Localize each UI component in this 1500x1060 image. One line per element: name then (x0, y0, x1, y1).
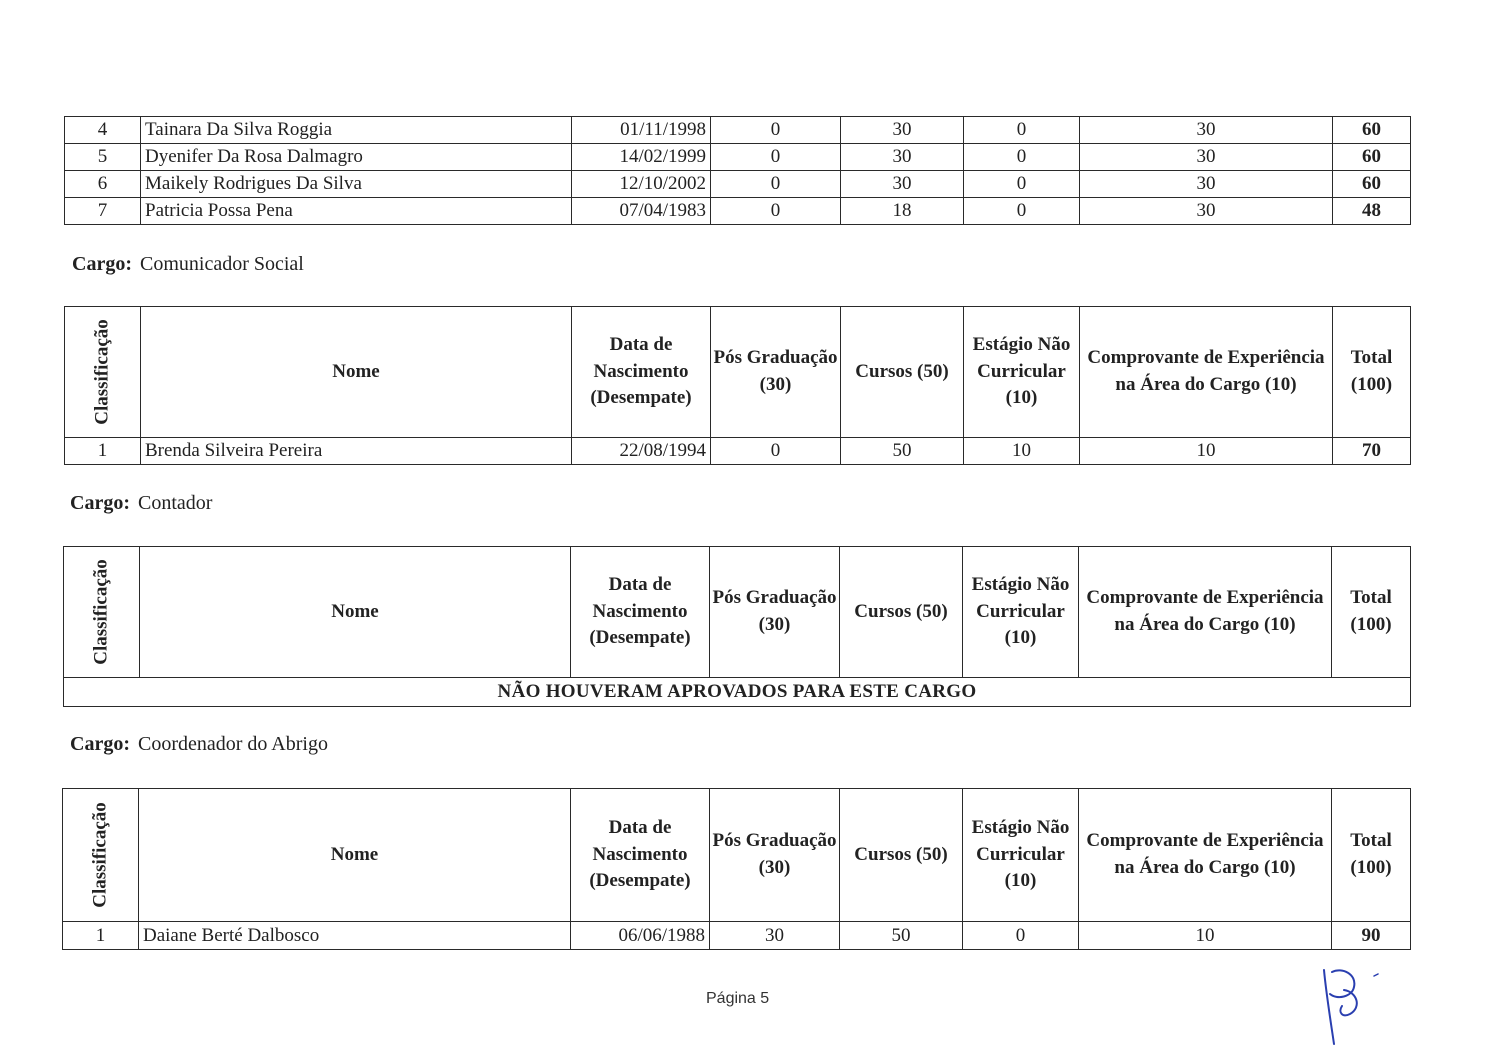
cursos-cell: 30 (841, 171, 964, 198)
data-nascimento-cell: 07/04/1983 (572, 198, 711, 225)
signature-initials (1312, 962, 1392, 1052)
cargo-heading (70, 733, 328, 756)
estagio-cell: 10 (964, 438, 1080, 465)
data-nascimento-cell: 22/08/1994 (572, 438, 711, 465)
estagio-cell: 0 (963, 922, 1079, 950)
column-header-cursos: Cursos (50) (841, 307, 964, 438)
classificacao-cell: 6 (65, 171, 141, 198)
pos-graduacao-cell: 30 (710, 922, 840, 950)
table-row (65, 198, 1411, 225)
estagio-cell: 0 (964, 198, 1080, 225)
total-cell: 48 (1333, 198, 1411, 225)
cargo-heading (70, 492, 212, 515)
column-header-pos-graduacao: Pós Graduação (30) (710, 789, 840, 922)
cursos-cell: 30 (841, 144, 964, 171)
cargo-heading (72, 253, 304, 276)
cursos-cell: 30 (841, 117, 964, 144)
classificacao-header-text: Classificação (91, 319, 113, 425)
column-header-cursos: Cursos (50) (840, 547, 963, 678)
nome-cell: Patricia Possa Pena (141, 198, 572, 225)
no-approved-row (64, 678, 1411, 707)
cursos-cell: 50 (840, 922, 963, 950)
table-row (65, 171, 1411, 198)
results-table-coordenador-do-abrigo (62, 788, 1411, 950)
classificacao-cell: 1 (65, 438, 141, 465)
column-header-comprovante: Comprovante de Experiência na Área do Cargo (10) (1079, 789, 1332, 922)
comprovante-cell: 10 (1080, 438, 1333, 465)
table-row (65, 144, 1411, 171)
pos-graduacao-cell: 0 (711, 171, 841, 198)
cursos-cell: 18 (841, 198, 964, 225)
pos-graduacao-cell: 0 (711, 438, 841, 465)
header-row (64, 547, 1411, 678)
nome-cell: Daiane Berté Dalbosco (139, 922, 571, 950)
cargo-label: Cargo: (70, 492, 130, 514)
header-row (65, 307, 1411, 438)
column-header-classificacao (63, 789, 139, 922)
column-header-total: Total (100) (1332, 789, 1411, 922)
cargo-title: Comunicador Social (139, 253, 304, 275)
header-row (63, 789, 1411, 922)
classificacao-cell: 7 (65, 198, 141, 225)
column-header-classificacao (65, 307, 141, 438)
column-header-pos-graduacao: Pós Graduação (30) (710, 547, 840, 678)
cargo-title: Contador (137, 492, 213, 514)
data-nascimento-cell: 06/06/1988 (571, 922, 710, 950)
results-table-contador (63, 546, 1411, 707)
cargo-label: Cargo: (72, 253, 132, 275)
column-header-pos-graduacao: Pós Graduação (30) (711, 307, 841, 438)
comprovante-cell: 30 (1080, 171, 1333, 198)
total-cell: 60 (1333, 144, 1411, 171)
estagio-cell: 0 (964, 144, 1080, 171)
comprovante-cell: 30 (1080, 117, 1333, 144)
column-header-estagio: Estágio Não Curricular (10) (963, 547, 1079, 678)
comprovante-cell: 30 (1080, 198, 1333, 225)
total-cell: 90 (1332, 922, 1411, 950)
nome-cell: Brenda Silveira Pereira (141, 438, 572, 465)
pos-graduacao-cell: 0 (711, 144, 841, 171)
table-row (65, 117, 1411, 144)
total-cell: 60 (1333, 117, 1411, 144)
column-header-comprovante: Comprovante de Experiência na Área do Cargo (10) (1079, 547, 1332, 678)
column-header-data-nascimento: Data de Nascimento (Desempate) (572, 307, 711, 438)
table-row (65, 438, 1411, 465)
column-header-cursos: Cursos (50) (840, 789, 963, 922)
classificacao-header-text: Classificação (89, 802, 111, 908)
page-number: Página 5 (706, 990, 770, 1007)
estagio-cell: 0 (964, 117, 1080, 144)
column-header-data-nascimento: Data de Nascimento (Desempate) (571, 547, 710, 678)
column-header-total: Total (100) (1332, 547, 1411, 678)
column-header-total: Total (100) (1333, 307, 1411, 438)
cursos-cell: 50 (841, 438, 964, 465)
comprovante-cell: 10 (1079, 922, 1332, 950)
pos-graduacao-cell: 0 (711, 198, 841, 225)
column-header-comprovante: Comprovante de Experiência na Área do Cargo (10) (1080, 307, 1333, 438)
classificacao-cell: 1 (63, 922, 139, 950)
no-approved-note: NÃO HOUVERAM APROVADOS PARA ESTE CARGO (64, 678, 1411, 707)
nome-cell: Dyenifer Da Rosa Dalmagro (141, 144, 572, 171)
data-nascimento-cell: 01/11/1998 (572, 117, 711, 144)
classificacao-cell: 5 (65, 144, 141, 171)
data-nascimento-cell: 12/10/2002 (572, 171, 711, 198)
column-header-classificacao (64, 547, 140, 678)
results-table-continued (64, 116, 1411, 225)
data-nascimento-cell: 14/02/1999 (572, 144, 711, 171)
column-header-estagio: Estágio Não Curricular (10) (963, 789, 1079, 922)
column-header-data-nascimento: Data de Nascimento (Desempate) (571, 789, 710, 922)
total-cell: 60 (1333, 171, 1411, 198)
nome-cell: Maikely Rodrigues Da Silva (141, 171, 572, 198)
cargo-label: Cargo: (70, 733, 130, 755)
comprovante-cell: 30 (1080, 144, 1333, 171)
classificacao-header-text: Classificação (90, 559, 112, 665)
table-row (63, 922, 1411, 950)
column-header-nome: Nome (139, 789, 571, 922)
classificacao-cell: 4 (65, 117, 141, 144)
column-header-estagio: Estágio Não Curricular (10) (964, 307, 1080, 438)
pos-graduacao-cell: 0 (711, 117, 841, 144)
column-header-nome: Nome (141, 307, 572, 438)
nome-cell: Tainara Da Silva Roggia (141, 117, 572, 144)
column-header-nome: Nome (140, 547, 571, 678)
cargo-title: Coordenador do Abrigo (137, 733, 328, 755)
total-cell: 70 (1333, 438, 1411, 465)
estagio-cell: 0 (964, 171, 1080, 198)
results-table-comunicador-social (64, 306, 1411, 465)
